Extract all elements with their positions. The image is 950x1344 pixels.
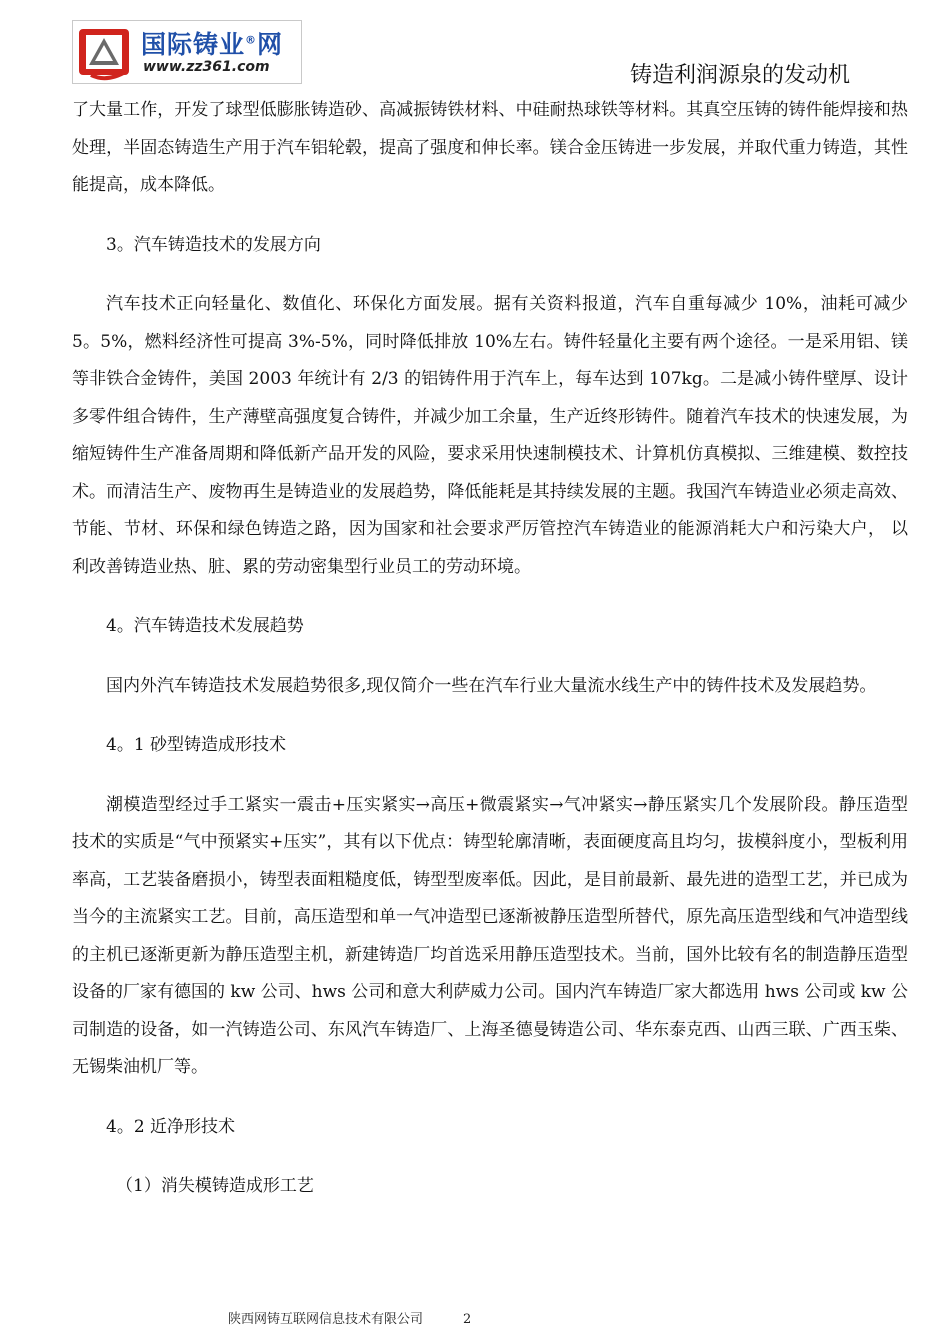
logo-name-text: 国际铸业 xyxy=(141,30,246,59)
document-body xyxy=(72,92,908,1206)
registered-mark: ® xyxy=(245,33,258,47)
paragraph-4: 潮模造型经过手工紧实一震击+压实紧实→高压+微震紧实→气冲紧实→静压紧实几个发展阶段。静压造型技术的实质是“气中预紧实+压实”，其有以下优点：铸型轮廓清晰，表面硬度高且均匀，拔模斜度小，型板利用率高，工艺装备磨损小，铸型表面粗糙度低，铸型型废率低。因此，是目前最新、最先进的造型工艺，并已成为当今的主流紧实工艺。目前，高压造型和单一气冲造型已逐渐被静压造型所替代，原先高压造型线和气冲造型线的主机已逐渐更新为静压造型主机，新建铸造厂均首选采用静压造型技术。当前，国外比较有名的制造静压造型设备的厂家有德国的 kw 公司、hws 公司和意大利萨威力公司。国内汽车铸造厂家大都选用 hws 公司或 kw 公司制造的设备，如一汽铸造公司、东风汽车铸造厂、上海圣德曼铸造公司、华东泰克西、山西三联、广西玉柴、无锡柴油机厂等。 xyxy=(72,794,908,1077)
logo-url[interactable]: www.zz361.com xyxy=(143,59,270,75)
header-title: 铸造利润源泉的发动机 xyxy=(630,63,851,88)
logo-emblem-icon xyxy=(77,25,135,81)
page-number: 2 xyxy=(463,1312,472,1327)
site-logo[interactable] xyxy=(72,20,302,84)
section-heading-4-1: 4。1 砂型铸造成形技术 xyxy=(106,735,287,755)
subsection-heading-4-2-1: （1）消失模铸造成形工艺 xyxy=(116,1176,314,1196)
section-heading-4-2: 4。2 近净形技术 xyxy=(106,1116,236,1137)
page-footer xyxy=(228,1308,471,1327)
section-heading-3: 3。汽车铸造技术的发展方向 xyxy=(106,234,321,255)
paragraph-1: 了大量工作，开发了球型低膨胀铸造砂、高减振铸铁材料、中硅耐热球铁等材料。其真空压铸的铸件能焊接和热处理，半固态铸造生产用于汽车铝轮毂，提高了强度和伸长率。镁合金压铸进一步发展，并取代重力铸造，其性能提高，成本降低。 xyxy=(72,100,908,195)
paragraph-3: 国内外汽车铸造技术发展趋势很多,现仅简介一些在汽车行业大量流水线生产中的铸件技术及发展趋势。 xyxy=(106,675,877,696)
logo-name xyxy=(141,25,283,61)
paragraph-2: 汽车技术正向轻量化、数值化、环保化方面发展。据有关资料报道，汽车自重每减少 10%，油耗可减少 5。5%，燃料经济性可提高 3%-5%，同时降低排放 10%左右。铸件轻量化主要有两个途径。一是采用铝、镁等非铁合金铸件，美国 2003 年统计有 2/3 的铝铸件用于汽车上，每车达到 107kg。二是减小铸件壁厚、设计多零件组合铸件，生产薄壁高强度复合铸件，并减少加工余量，生产近终形铸件。随着汽车技术的快速发展，为缩短铸件生产准备周期和降低新产品开发的风险，要求采用快速制模技术、计算机仿真模拟、三维建模、数控技术。而清洁生产、废物再生是铸造业的发展趋势，降低能耗是其持续发展的主题。我国汽车铸造业必须走高效、节能、节材、环保和绿色铸造之路，因为国家和社会要求严厉管控汽车铸造业的能源消耗大户和污染大户， 以利改善铸造业热、脏、累的劳动密集型行业员工的劳动环境。 xyxy=(72,294,908,577)
logo-name-tail: 网 xyxy=(257,30,284,59)
footer-company: 陕西网铸互联网信息技术有限公司 xyxy=(228,1312,424,1327)
section-heading-4: 4。汽车铸造技术发展趋势 xyxy=(106,616,304,636)
